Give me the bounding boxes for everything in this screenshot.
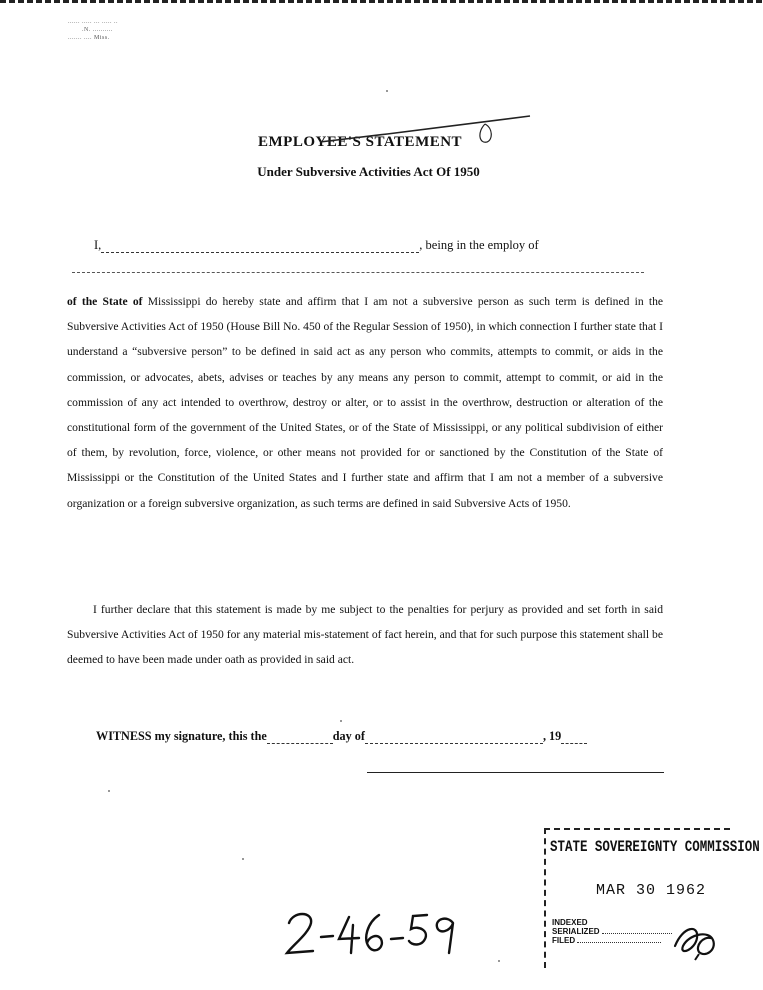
stamp-status-row (552, 936, 672, 945)
form-subtitle-text: Under Subversive Activities Act Of 1950 (257, 164, 480, 179)
form-subtitle (0, 164, 763, 180)
form-title: EMPLOYEE'S STATEMENT (258, 134, 463, 150)
month-blank (365, 732, 543, 744)
stamp-status-list (552, 918, 672, 945)
stamp-dotfill (602, 933, 672, 934)
filed-label: FILED (552, 936, 576, 945)
scan-edge (0, 0, 763, 3)
day-of-label: day of (332, 729, 365, 743)
printer-line: ....... .... Miss. (68, 35, 110, 41)
serialized-label: SERIALIZED (552, 927, 600, 936)
paragraph-text: I further declare that this statement is made by me subject to the penalties for perjury as provided and set forth in said Subversive Activities Act of 1950 for any material mis-statement of fact herein, and that for such purpose this statement shall be deemed to have been made under oath as provided in said act. (67, 603, 663, 667)
year-label: , 19 (542, 729, 562, 743)
printer-line: ...... ..... ... ..... .. (68, 19, 118, 25)
witness-line (96, 729, 587, 744)
signature-line (367, 772, 664, 773)
printer-imprint (68, 18, 118, 42)
title-scribble-mark (300, 112, 540, 160)
paragraph-text (67, 289, 663, 516)
paragraph-body: Mississippi do hereby state and affirm that I am not a subversive person as such term is defined in the Subversive Activities Act of 1950 (House Bill No. 450 of the Regular Session of 1950), in which connection I further state that I understand a “subversive person” to be defined in said act as any person who commits, attempts to commit, or aids in the commission, or advocates, abets, advises or teaches by any means any person to commit, attempt to commit, or aid in the commission of any act intended to overthrow, destroy or alter, or to assist in the overthrow, destruction or alteration of the constitutional form of the government of the United States, or of the State of Mississippi, or any political subdivision of either of them, by revolution, force, violence, or other means not provided for or sanctioned by the Constitution of the State of Mississippi or the Constitution of the United States and I further state and affirm that I am not a member of a subversive organization or a foreign subversive organization, as such terms are defined in said Subversive Acts of 1950. (67, 295, 664, 510)
received-stamp (544, 828, 760, 968)
printer-line: .N. .......... (82, 27, 113, 33)
statement-paragraph (67, 289, 663, 516)
stamp-status-row (552, 918, 672, 927)
employer-blank (72, 272, 644, 273)
day-blank (267, 732, 333, 744)
name-line (94, 238, 539, 253)
stamp-status-row (552, 927, 672, 936)
declaration-paragraph (67, 597, 663, 673)
scan-speck (108, 790, 110, 792)
name-prefix: I, (94, 238, 102, 252)
employ-text: , being in the employ of (419, 238, 539, 252)
stamp-date: MAR 30 1962 (596, 882, 707, 899)
scan-speck (340, 720, 342, 722)
name-blank (101, 241, 419, 253)
stamp-handwritten-mark (669, 916, 719, 962)
year-blank (561, 732, 587, 744)
witness-label: WITNESS my signature, this the (96, 729, 267, 743)
indexed-label: INDEXED (552, 918, 588, 927)
scan-speck (386, 90, 388, 92)
handwritten-file-number (283, 905, 463, 961)
stamp-heading: STATE SOVEREIGNTY COMMISSION (550, 838, 760, 856)
scan-speck (242, 858, 244, 860)
scan-speck (498, 960, 500, 962)
paragraph-lead: of the State of (67, 295, 143, 308)
stamp-dotfill (577, 942, 661, 943)
